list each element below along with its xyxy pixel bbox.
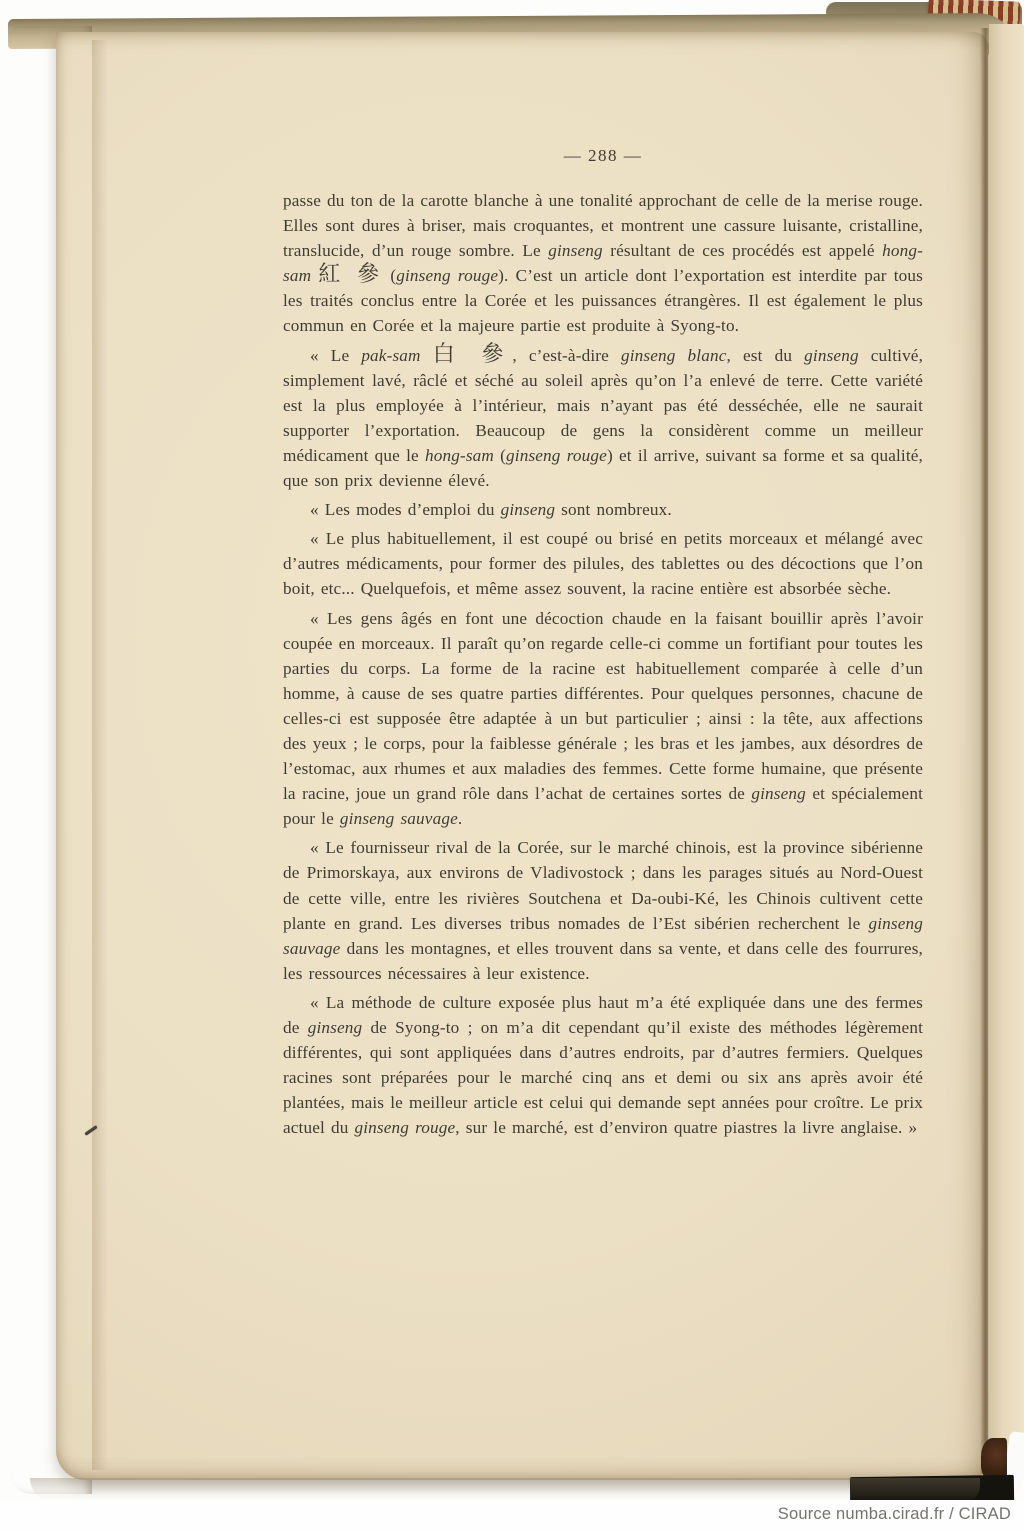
text-run: hong-sam	[424, 445, 494, 465]
text-run: .	[457, 809, 463, 829]
text-run: ginseng	[548, 241, 603, 261]
text-run: hong-sam	[283, 241, 923, 286]
text-paragraph	[283, 835, 923, 986]
page-crease-shadow	[92, 40, 108, 1470]
text-run: , c’est-à-dire	[512, 345, 621, 365]
text-run: ) et il arrive, suivant sa forme et sa qualité, que son prix devienne élevé.	[283, 445, 924, 491]
text-run: ginseng rouge	[396, 266, 499, 286]
cjk-characters: 紅 參	[318, 262, 384, 288]
text-run: pak-sam	[361, 345, 421, 365]
text-paragraph	[283, 343, 923, 494]
text-paragraph	[283, 188, 923, 339]
text-run: ginseng sauvage	[283, 913, 923, 958]
text-run: , est du	[726, 345, 805, 365]
text-run: ). C’est un article dont l’exportation est interdite par tous les traités conclus entre la Corée et les puissances étrangères. Il est également le plus commun en Corée et la majeure partie est produite à Syong-to.	[283, 266, 924, 336]
source-attribution-text: Source numba.cirad.fr / CIRAD	[777, 1505, 1011, 1523]
text-block	[283, 188, 923, 1144]
text-run: ginseng	[804, 345, 859, 365]
text-run: dans les montagnes, et elles trouvent dans sa vente, et dans celle des fourrures, les ressources nécessaires à leur existence.	[283, 938, 923, 983]
text-run: passe du ton de la carotte blanche à une tonalité approchant de celle de la merise rouge. Elles sont dures à briser, mais croquantes, et montrent une cassure luisante, cristalline, translucide, d’un rouge sombre. Le	[283, 191, 923, 261]
text-run: « La méthode de culture exposée plus haut m’a été expliquée dans une des fermes de	[283, 992, 923, 1037]
text-run: de Syong-to ; on m’a dit cependant qu’il existe des méthodes légèrement différentes, qui sont appliquées dans d’autres endroits, par d’autres fermiers. Quelques racines sont préparées pour le marché cinq ans et demi ou six ans après avoir été plantées, mais le meilleur article est celui qui demande sept années pour croître. Le prix actuel du	[283, 1018, 923, 1138]
text-run: ginseng	[307, 1018, 363, 1037]
cjk-characters: 白 參	[432, 341, 513, 367]
text-run: « Le	[310, 345, 362, 365]
text-paragraph	[283, 526, 923, 601]
text-run: ginseng sauvage	[339, 809, 458, 829]
text-run: « Les modes d’emploi du	[310, 500, 501, 520]
text-run: cultivé, simplement lavé, râclé et séché au soleil après qu’on l’a enlevé de terre. Cette variété est la plus employée à l’intérieur, mais n’ayant pas été desséchée, elle ne saurait supporter l’exportation. Beaucoup de gens la considèrent comme un meilleur médicament que le	[283, 345, 924, 465]
source-attribution-bar	[0, 1500, 1024, 1531]
text-run: , sur le marché, est d’environ quatre piastres la livre anglaise. »	[455, 1118, 918, 1138]
text-run: ginseng	[751, 784, 806, 804]
text-run: ginseng	[500, 500, 556, 520]
text-run: « Les gens âgés en font une décoction chaude en la faisant bouillir après l’avoir coupée en morceaux. Il paraît qu’on regarde celle-ci comme un fortifiant pour toutes les parties du corps. La forme de la racine est habituellement comparée à celle d’un homme, à cause de ses quatre parties différentes. Pour quelques personnes, chacune de celles-ci est supposée être adaptée à un but particulier ; ainsi : la tête, aux affections des yeux ; le corps, pour la faiblesse générale ; les bras et les jambes, aux désordres de l’estomac, aux rhumes et aux maladies des femmes. Cette forme humaine, que présente la racine, joue un grand rôle dans l’achat de certaines sortes de	[283, 608, 923, 804]
text-run: (	[493, 445, 507, 465]
text-run	[421, 346, 433, 365]
text-run: ginseng blanc	[620, 345, 727, 365]
page-number: — 288 —	[563, 146, 643, 165]
facing-page-sliver	[989, 24, 1024, 1476]
text-run: ginseng rouge	[506, 445, 607, 465]
text-run: (	[383, 266, 397, 286]
book-spine-bottom	[981, 1438, 1007, 1480]
text-run: et spécialement pour le	[283, 784, 923, 829]
text-paragraph	[283, 497, 923, 522]
text-run: « Le fournisseur rival de la Corée, sur le marché chinois, est la province sibérienne de Primorskaya, aux environs de Vladivostock ; dans les parages situés au Nord-Ouest de cette ville, entre les rivières Soutchena et Da-oubi-Ké, les Chinois cultivent cette plante en grand. Les diverses tribus nomades de l’Est sibérien recherchent le	[283, 838, 923, 933]
text-run: sont nombreux.	[555, 500, 672, 520]
text-paragraph	[283, 990, 923, 1141]
text-run: « Le plus habituellement, il est coupé ou brisé en petits morceaux et mélangé avec d’autres médicaments, pour former des pilules, des tablettes ou des décoctions que l’on boit, etc... Quelquefois, et même assez souvent, la racine entière est absorbée sèche.	[283, 529, 923, 599]
text-run: ginseng rouge	[354, 1118, 456, 1138]
page-bottom-shadow	[30, 1478, 980, 1502]
text-run: résultant de ces procédés est appelé	[602, 241, 883, 261]
text-paragraph	[283, 606, 923, 832]
